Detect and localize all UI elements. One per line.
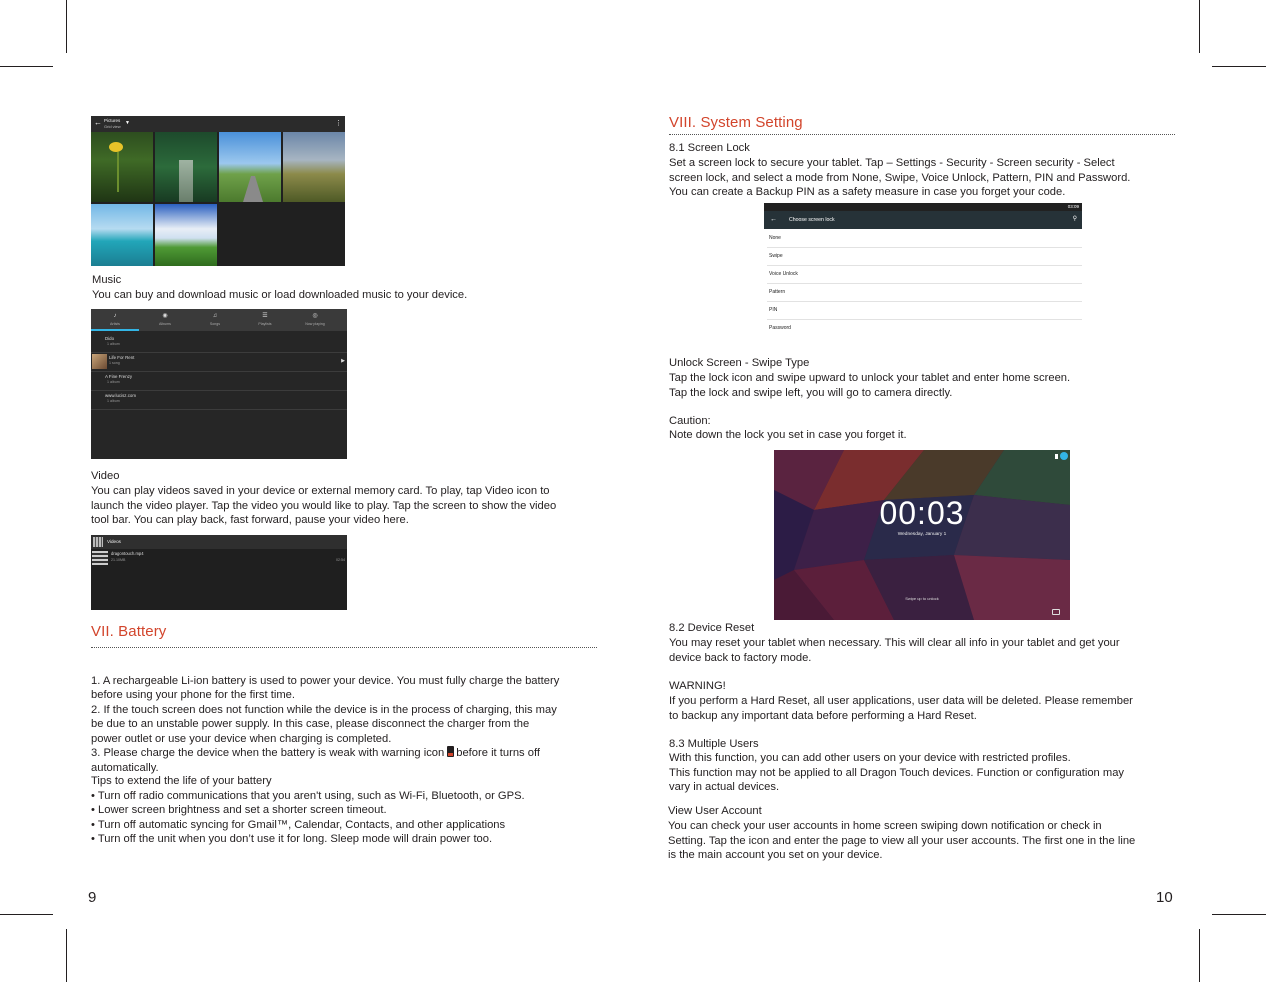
video-file-size: 21.10MB <box>111 558 126 562</box>
unlock-heading: Unlock Screen - Swipe Type <box>669 357 810 369</box>
users-heading: 8.3 Multiple Users <box>669 738 759 750</box>
back-arrow-icon[interactable]: ← <box>770 216 777 223</box>
playlist-icon: ☰ <box>262 313 268 319</box>
photo-thumbnail-meadow[interactable] <box>155 204 217 266</box>
play-icon[interactable]: ▶ <box>341 358 345 364</box>
video-file-name: dragontouch.mp4 <box>111 551 144 556</box>
music-body: You can buy and download music or load downloaded music to your device. <box>92 289 468 301</box>
crop-mark <box>1199 929 1200 982</box>
camera-icon[interactable] <box>1052 609 1060 615</box>
gallery-screenshot <box>91 116 345 266</box>
system-setting-heading: VIII. System Setting <box>669 114 803 131</box>
battery-tips: Tips to extend the life of your battery • Turn off radio communications that you aren't using, such as Wi-Fi, Bluetooth, or GPS. • Lower screen brightness and set a shorter screen timeout. • Turn off automatic syncing for Gmail™, Calendar, Contacts, and other applications • Turn off the unit when you don’t use it for long. Sleep mode will drain power too. <box>91 775 525 845</box>
page-number: 9 <box>88 889 97 906</box>
photo-thumbnail-forest-path[interactable] <box>155 132 217 202</box>
photo-thumbnail-field[interactable] <box>283 132 345 202</box>
photo-thumbnail-flower[interactable] <box>91 132 153 202</box>
crop-mark <box>0 66 53 67</box>
battery-points: 1. A rechargeable Li-ion battery is used to power your device. You must fully charge the battery before using your phone for the first time. 2. If the touch screen does not function while the device is in the process of charging, this may be due to an unstable power supply. In this case, please disconnect the charger from the power outlet or use your device when charging is completed. 3. Please charge the device when the battery is weak with warning icon before it turns off automatically. <box>91 674 560 774</box>
back-arrow-icon[interactable]: ← <box>94 118 102 127</box>
status-time: 03:09 <box>1067 204 1079 209</box>
lock-option-none[interactable]: None <box>767 230 1082 248</box>
warning-body: If you perform a Hard Reset, all user applications, user data will be deleted. Please remember to backup any important data before performing a Hard Reset. <box>669 695 1133 722</box>
tab-albums[interactable]: ◉ Albums <box>141 309 189 331</box>
lock-option-voice-unlock[interactable]: Voice Unlock <box>767 266 1082 284</box>
screen-lock-screenshot <box>764 203 1082 335</box>
video-duration: 02:54 <box>336 558 345 562</box>
battery-warning-icon <box>447 746 454 757</box>
reset-heading: 8.2 Device Reset <box>669 622 755 634</box>
video-screenshot <box>91 535 347 610</box>
dropdown-icon[interactable]: ▼ <box>125 120 130 126</box>
video-toolbar <box>91 535 347 549</box>
battery-icon <box>1055 454 1058 459</box>
settings-app-bar <box>764 211 1082 229</box>
divider <box>91 647 597 648</box>
caution-heading: Caution: <box>669 415 711 427</box>
caution-body: Note down the lock you set in case you forget it. <box>669 429 907 441</box>
video-body: You can play videos saved in your device or external memory card. To play, tap Video icon to launch the video player. Tap the video you would like to play. Tap the screen to show the video tool bar. You can play back, fast forward, pause your video here. <box>91 485 557 526</box>
screen-lock-title: Choose screen lock <box>789 217 835 223</box>
lock-option-password[interactable]: Password <box>769 325 791 331</box>
video-thumbnail <box>92 551 108 565</box>
overflow-menu-icon[interactable]: ⋮ <box>335 120 342 127</box>
unlock-body: Tap the lock icon and swipe upward to unlock your tablet and enter home screen. Tap the lock and swipe left, you will go to camera directly. <box>669 372 1071 399</box>
crop-mark <box>1199 0 1200 53</box>
photo-thumbnail-road[interactable] <box>219 132 281 202</box>
lock-clock: 00:03 <box>879 495 965 531</box>
video-app-title: Videos <box>107 539 121 544</box>
gallery-view-mode[interactable]: Grid view <box>104 124 121 129</box>
tab-artists[interactable]: ♪ Artists <box>91 309 139 331</box>
music-heading: Music <box>92 274 122 286</box>
video-heading: Video <box>91 470 120 482</box>
search-icon[interactable]: ⚲ <box>1072 216 1077 222</box>
crop-mark <box>0 914 53 915</box>
tab-now-playing[interactable]: ◎ Now playing <box>291 309 339 331</box>
now-playing-icon: ◎ <box>312 313 318 319</box>
swipe-hint: Swipe up to unlock <box>905 596 939 601</box>
video-app-icon <box>93 537 103 547</box>
list-item[interactable]: Life For Rent 1 song ▶ <box>91 352 347 372</box>
gallery-toolbar <box>91 116 345 132</box>
music-screenshot <box>91 309 347 459</box>
lock-option-pattern[interactable]: Pattern <box>767 284 1082 302</box>
album-art <box>92 354 107 369</box>
list-item[interactable] <box>91 550 347 566</box>
page-number: 10 <box>1156 889 1173 906</box>
list-item[interactable]: A Fine Frenzy 1 album <box>91 371 347 391</box>
list-item[interactable]: Dido 1 album <box>91 333 347 353</box>
music-tab-bar <box>91 309 347 331</box>
view-account-heading: View User Account <box>668 805 762 817</box>
crop-mark <box>66 929 67 982</box>
user-icon[interactable] <box>1060 452 1068 460</box>
song-icon: ♫ <box>212 313 218 319</box>
list-item[interactable]: www.lucisz.com 1 album <box>91 390 347 410</box>
tab-playlists[interactable]: ☰ Playlists <box>241 309 289 331</box>
crop-mark <box>1212 914 1266 915</box>
lock-screen-screenshot <box>774 450 1070 620</box>
photo-thumbnail-beach[interactable] <box>91 204 153 266</box>
warning-heading: WARNING! <box>669 680 726 692</box>
gallery-title: Pictures <box>104 118 121 123</box>
crop-mark <box>66 0 67 53</box>
screen-lock-heading: 8.1 Screen Lock <box>669 142 750 154</box>
reset-body: You may reset your tablet when necessary. This will clear all info in your tablet and get your device back to factory mode. <box>669 637 1120 664</box>
battery-heading: VII. Battery <box>91 623 167 640</box>
view-account-body: You can check your user accounts in home screen swiping down notification or check in Setting. Tap the icon and enter the page to view all your user accounts. The first one in the line is the main account you set on your device. <box>668 820 1136 861</box>
lock-option-pin[interactable]: PIN <box>767 302 1082 320</box>
crop-mark <box>1212 66 1266 67</box>
divider <box>669 134 1175 135</box>
artist-icon: ♪ <box>113 313 117 319</box>
album-icon: ◉ <box>162 313 168 319</box>
lock-date: Wednesday, January 1 <box>897 532 947 537</box>
users-body: With this function, you can add other users on your device with restricted profiles. This function may not be applied to all Dragon Touch devices. Function or configuration may vary in actual devices. <box>669 752 1125 793</box>
tab-songs[interactable]: ♫ Songs <box>191 309 239 331</box>
status-bar <box>764 203 1082 211</box>
lock-option-swipe[interactable]: Swipe <box>767 248 1082 266</box>
screen-lock-body: Set a screen lock to secure your tablet. Tap – Settings - Security - Screen security - Select screen lock, and select a mode from None, Swipe, Voice Unlock, Pattern, PIN and Password. You can create a Backup PIN as a safety measure in case you forget your code. <box>669 157 1131 198</box>
